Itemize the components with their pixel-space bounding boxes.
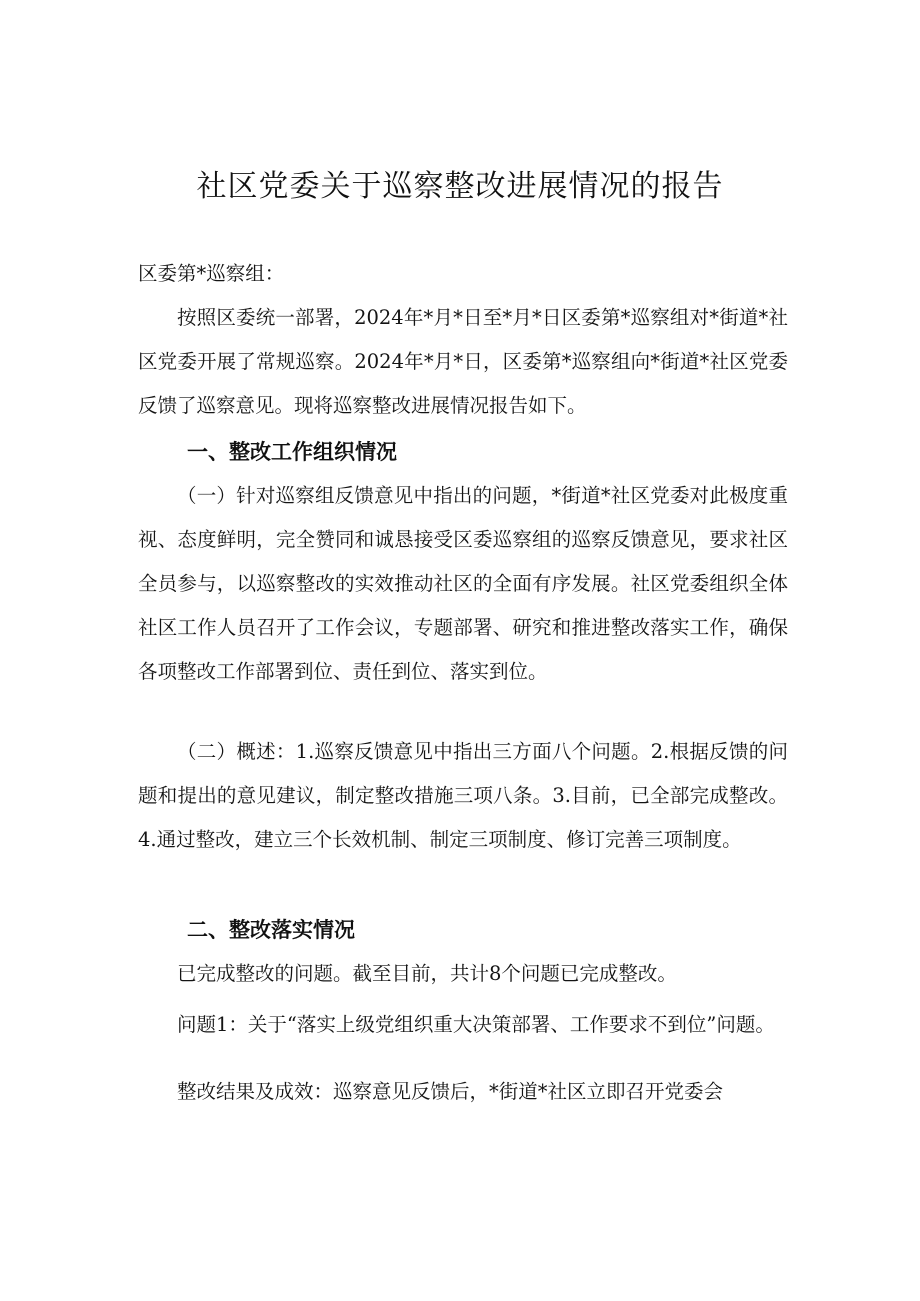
section-1-paragraph-1: （一）针对巡察组反馈意见中指出的问题，*街道*社区党委对此极度重视、态度鲜明，完全赞同和诚恳接受区委巡察组的巡察反馈意见，要求社区全员参与，以巡察整改的实效推动社区的全面有序发展。社区党委组织全体社区工作人员召开了工作会议，专题部署、研究和推进整改落实工作，确保各项整改工作部署到位、责任到位、落实到位。 [138,484,788,683]
section-2-result-paragraph: 整改结果及成效：巡察意见反馈后，*街道*社区立即召开党委会 [177,1080,724,1103]
section-1-paragraph-2: （二）概述：1.巡察反馈意见中指出三方面八个问题。2.根据反馈的问题和提出的意见建议，制定整改措施三项八条。3.目前，已全部完成整改。4.通过整改，建立三个长效机制、制定三项制度、修订完善三项制度。 [138,740,788,851]
section-2-problem-1: 问题1：关于“落实上级党组织重大决策部署、工作要求不到位”问题。 [177,1013,775,1036]
salutation: 区委第*巡察组： [138,262,285,285]
section-2-paragraph-1: 已完成整改的问题。截至目前，共计8个问题已完成整改。 [177,962,677,985]
document-title: 社区党委关于巡察整改进展情况的报告 [196,169,724,204]
section-1-heading: 一、整改工作组织情况 [187,440,397,464]
section-2-heading: 二、整改落实情况 [187,918,355,942]
intro-paragraph: 按照区委统一部署，2024年*月*日至*月*日区委第*巡察组对*街道*社区党委开展了常规巡察。2024年*月*日，区委第*巡察组向*街道*社区党委反馈了巡察意见。现将巡察整改进展情况报告如下。 [138,306,788,417]
